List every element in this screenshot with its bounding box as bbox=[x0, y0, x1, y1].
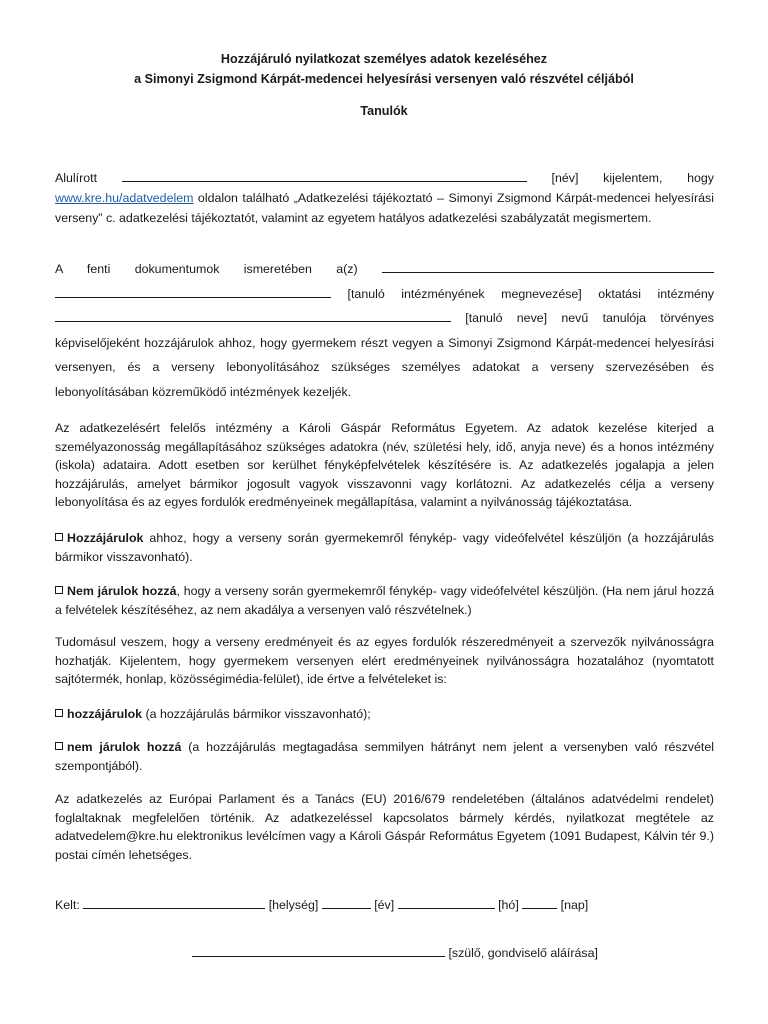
declaration-text: oldalon található „Adatkezelési tájékoztató – Simonyi Zsigmond Kárpát-medencei helyesírási verseny” c. adatkezelési tájékoztatót, valamint az egyetem hatályos adatkezelési szabályzatát megismertem. bbox=[55, 191, 714, 225]
declaration-first-line bbox=[55, 168, 714, 188]
institution-field-part2[interactable] bbox=[55, 284, 331, 298]
declaration-lead: Alulírott bbox=[55, 171, 98, 185]
month-label: [hó] bbox=[498, 898, 519, 912]
name-field-label: [név] kijelentem, hogy bbox=[551, 171, 715, 185]
year-field[interactable] bbox=[322, 895, 371, 909]
photo-refuse-text: , hogy a verseny során gyermekemről fénykép- vagy videófelvétel készüljön. (Ha nem járul hozzá a felvételek készítéséhez, az nem akadálya a versenyen való részvételnek.) bbox=[55, 584, 714, 617]
photo-refuse-checkbox[interactable] bbox=[55, 586, 63, 594]
student-name-label: [tanuló neve] nevű tanulója törvényes bbox=[465, 311, 714, 325]
document-title-line-1: Hozzájáruló nyilatkozat személyes adatok kezeléséhez bbox=[220, 52, 548, 66]
photo-refuse-option bbox=[55, 582, 714, 619]
institution-field-part1[interactable] bbox=[382, 259, 714, 273]
institution-field-label: [tanuló intézményének megnevezése] oktatási intézmény bbox=[347, 286, 714, 301]
publicity-consent-bold: hozzájárulok bbox=[67, 707, 143, 721]
photo-consent-checkbox[interactable] bbox=[55, 533, 63, 541]
year-label: [év] bbox=[374, 898, 395, 912]
publicity-consent-text: (a hozzájárulás bármikor visszavonható); bbox=[142, 707, 371, 721]
publicity-consent-checkbox[interactable] bbox=[55, 709, 63, 717]
gdpr-paragraph: Az adatkezelés az Európai Parlament és a Tanács (EU) 2016/679 rendeletében (általános adatvédelmi rendelet) foglaltaknak megfelelően történik. Az adatkezeléssel kapcsolatos bármely kérdés, nyilatkozat megtétele az adatvedelem@kre.hu elektronikus levélcímen vagy a Károli Gáspár Református Egyetem (1091 Budapest, Kálvin tér 9.) postai címén lehetséges. bbox=[55, 792, 714, 862]
place-label: [helység] bbox=[268, 898, 319, 912]
name-field[interactable] bbox=[122, 168, 527, 182]
photo-consent-bold: Hozzájárulok bbox=[67, 531, 144, 545]
consent-paragraph bbox=[55, 257, 714, 404]
consent-line-2 bbox=[55, 282, 714, 307]
controller-paragraph: Az adatkezelésért felelős intézmény a Károli Gáspár Református Egyetem. Az adatok kezelése kiterjed a személyazonosság megállapításához szükséges adatokra (név, születési hely, idő, anyja neve) és a honos intézmény (iskola) adataira. Adott esetben sor kerülhet fényképfelvételek készítésére is. Az adatkezelés jogalapja a jelen hozzájárulás, amelyet bármikor jogosult vagyok visszavonni vagy korlátozni. Az adatkezelés célja a verseny lebonyolítása és az egyes fordulók eredményeinek megállapítása, valamint a nyilvánosság tájékoztatása. bbox=[55, 421, 714, 509]
privacy-link[interactable]: www.kre.hu/adatvedelem bbox=[55, 191, 194, 205]
publicity-refuse-text: (a hozzájárulás megtagadása semmilyen hátrányt nem jelent a versenyben való részvétel szempontjából). bbox=[55, 740, 714, 773]
day-label: [nap] bbox=[560, 898, 589, 912]
consent-lead: A fenti dokumentumok ismeretében a(z) bbox=[55, 262, 358, 276]
consent-line-3 bbox=[55, 306, 714, 331]
photo-consent-option bbox=[55, 529, 714, 566]
month-field[interactable] bbox=[398, 895, 495, 909]
signature-line bbox=[192, 943, 598, 960]
signature-label: [szülő, gondviselő aláírása] bbox=[448, 946, 598, 960]
document-title-line-2: a Simonyi Zsigmond Kárpát-medencei helyesírási versenyen való részvétel céljából bbox=[134, 72, 634, 86]
publicity-refuse-bold: nem járulok hozzá bbox=[67, 740, 182, 754]
declaration-body bbox=[55, 188, 714, 228]
signature-field[interactable] bbox=[192, 943, 445, 957]
day-field[interactable] bbox=[522, 895, 557, 909]
document-subtitle: Tanulók bbox=[360, 104, 408, 118]
student-name-field[interactable] bbox=[55, 308, 451, 322]
consent-line-1 bbox=[55, 257, 714, 282]
publicity-paragraph: Tudomásul veszem, hogy a verseny eredményeit és az egyes fordulók részeredményeit a szervezők nyilvánosságra hozhatják. Kijelentem, hogy gyermekem versenyen elért eredményeinek nyilvánosságra hozatalához (nyomtatott sajtótermék, honlap, közösségimédia-felület), ide értve a felvételeket is: bbox=[55, 635, 714, 686]
consent-body: képviselőjeként hozzájárulok ahhoz, hogy gyermekem részt vegyen a Simonyi Zsigmond Kárpát-medencei helyesírási versenyen, és a verseny lebonyolításához szükséges személyes adatokat a verseny szervezésében és lebonyolításában közreműködő intézmények kezeljék. bbox=[55, 335, 714, 399]
date-place-line bbox=[55, 895, 714, 915]
publicity-refuse-checkbox[interactable] bbox=[55, 742, 63, 750]
place-field[interactable] bbox=[83, 895, 265, 909]
declaration-paragraph bbox=[55, 168, 714, 228]
kelt-label: Kelt: bbox=[55, 898, 80, 912]
photo-consent-text: ahhoz, hogy a verseny során gyermekemről fénykép- vagy videófelvétel készüljön (a hozzájárulás bármikor visszavonható). bbox=[55, 531, 714, 564]
photo-refuse-bold: Nem járulok hozzá bbox=[67, 584, 177, 598]
publicity-consent-option bbox=[55, 705, 714, 724]
publicity-refuse-option bbox=[55, 738, 714, 775]
